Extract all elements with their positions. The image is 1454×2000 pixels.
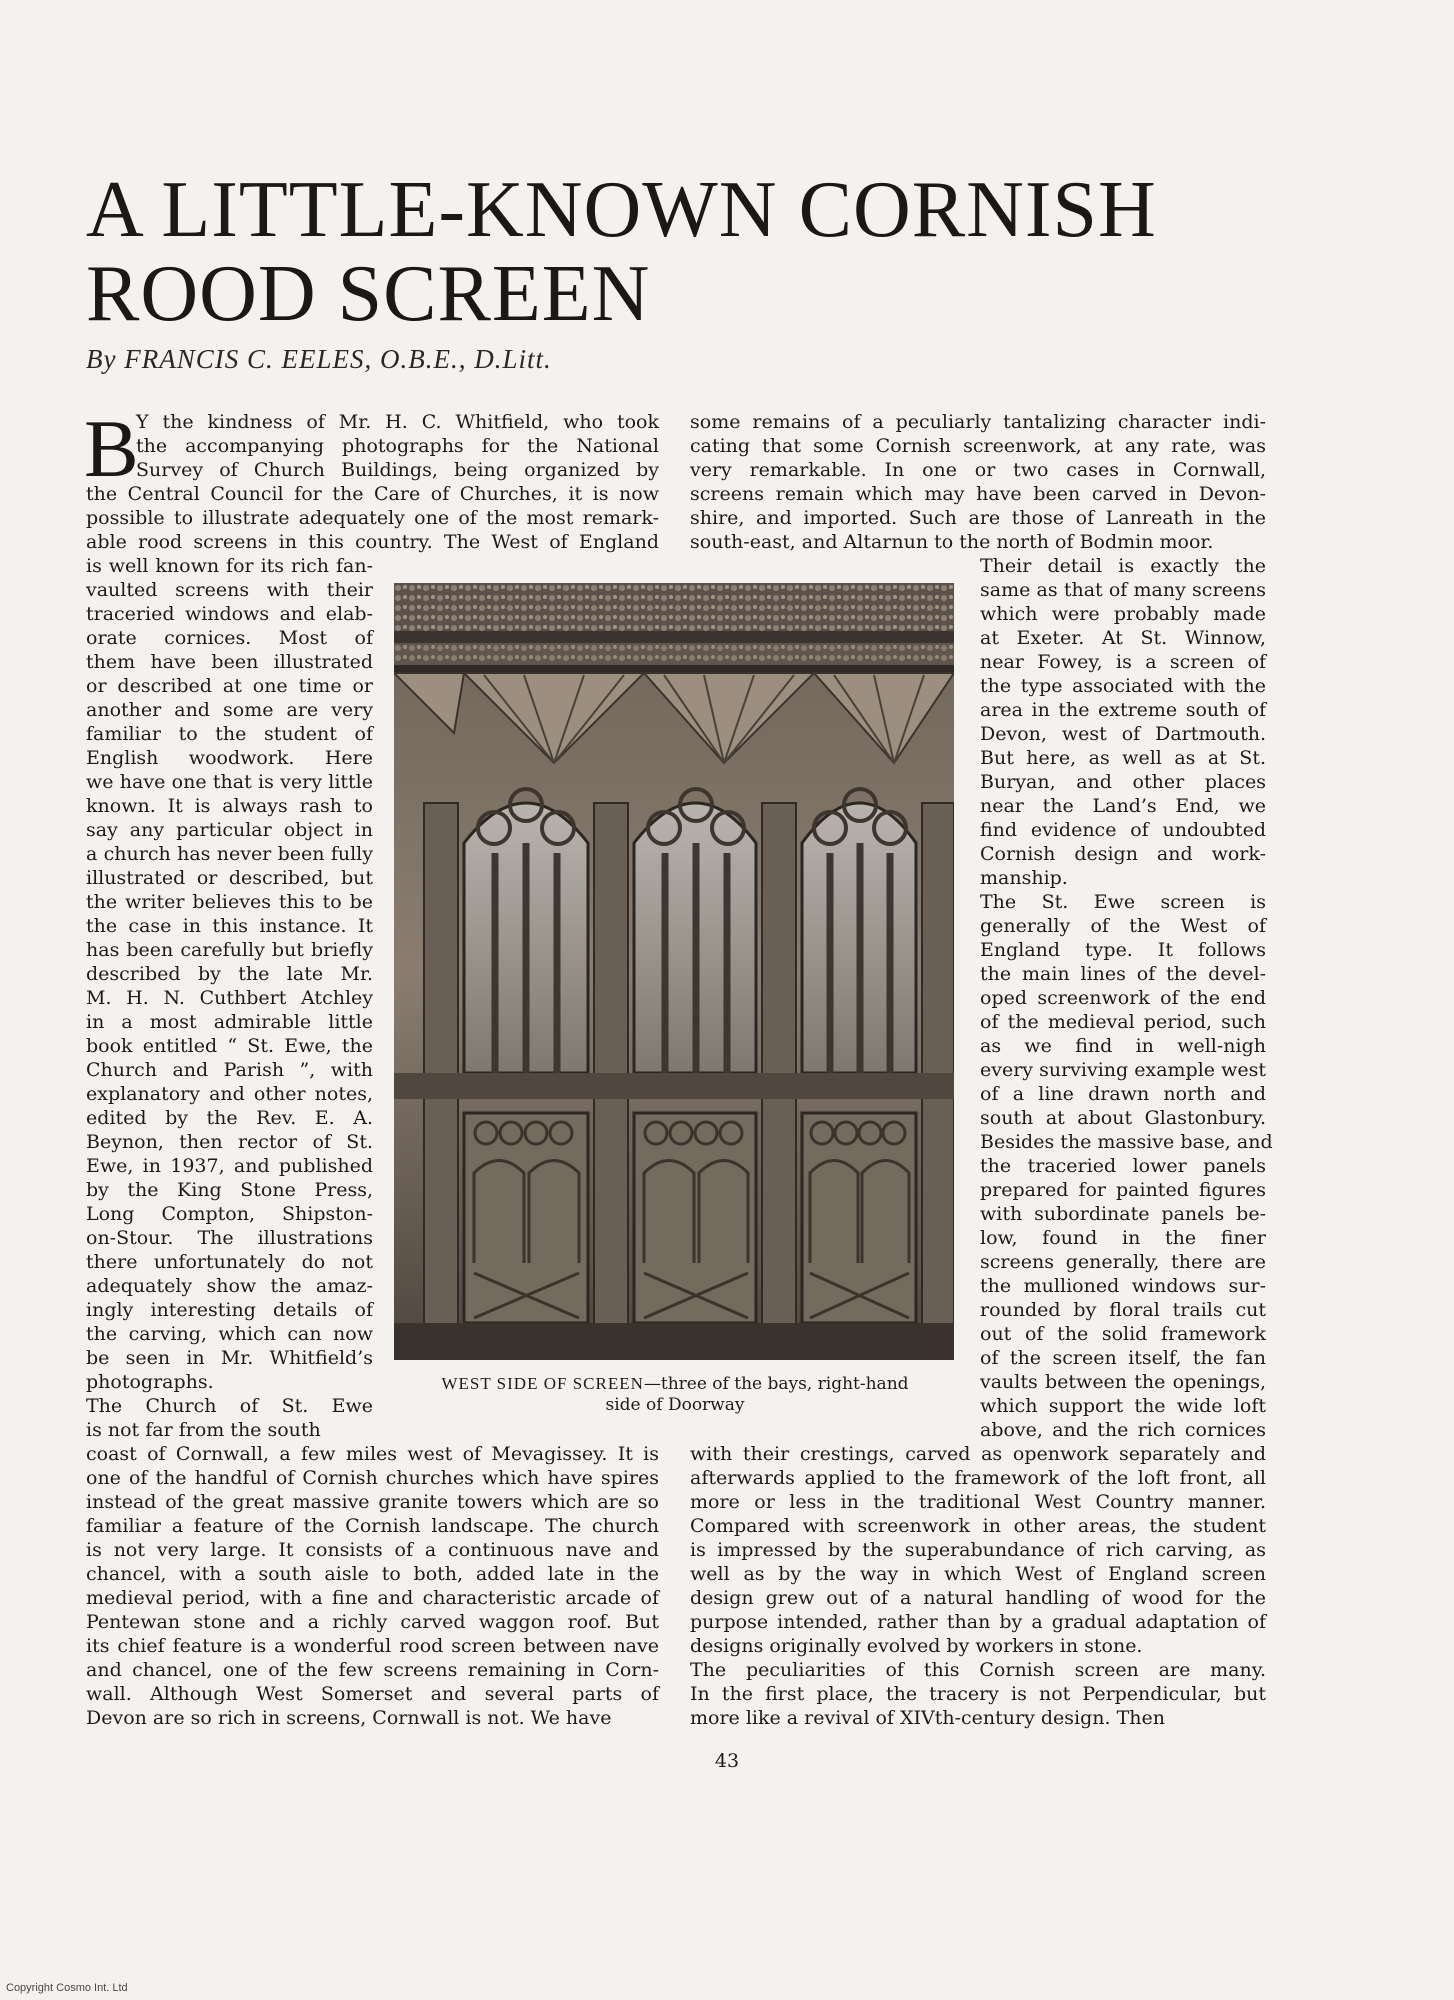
text-line: the mullioned windows sur- bbox=[980, 1275, 1266, 1297]
caption-lead: WEST SIDE OF SCREEN bbox=[441, 1374, 644, 1393]
caption-line-2: side of Doorway bbox=[605, 1395, 745, 1415]
text-line: another and some are very bbox=[86, 699, 373, 721]
text-line: medieval period, with a fine and characteristic arcade of bbox=[86, 1587, 659, 1609]
text-line: near the Land’s End, we bbox=[980, 795, 1266, 817]
text-line: designs originally evolved by workers in stone. bbox=[690, 1635, 1143, 1657]
text-line: The St. Ewe screen is bbox=[980, 891, 1266, 913]
text-line: the carving, which can now bbox=[86, 1323, 373, 1345]
intro-paragraph-full bbox=[86, 482, 659, 554]
byline: By FRANCIS C. EELES, O.B.E., D.Litt. bbox=[86, 344, 552, 374]
text-line: say any particular object in bbox=[86, 819, 373, 841]
text-line: ingly interesting details of bbox=[86, 1299, 373, 1321]
text-line: by the King Stone Press, bbox=[86, 1179, 373, 1201]
text-line: Besides the massive base, and bbox=[980, 1131, 1273, 1153]
text-line: Ewe, in 1937, and published bbox=[86, 1155, 373, 1177]
text-line: possible to illustrate adequately one of the most remark- bbox=[86, 507, 659, 529]
text-line: Y the kindness of Mr. H. C. Whitfield, who took bbox=[136, 411, 659, 433]
text-line: same as that of many screens bbox=[980, 579, 1266, 601]
text-line: But here, as well as at St. bbox=[980, 747, 1266, 769]
photo-caption bbox=[392, 1373, 958, 1416]
text-line: English woodwork. Here bbox=[86, 747, 373, 769]
text-line: find evidence of undoubted bbox=[980, 819, 1266, 841]
text-line: illustrated or described, but bbox=[86, 867, 373, 889]
text-line: with their crestings, carved as openwork separately and bbox=[690, 1443, 1266, 1465]
text-line: every surviving example west bbox=[980, 1059, 1266, 1081]
text-line: which were probably made bbox=[980, 603, 1266, 625]
text-line: Buryan, and other places bbox=[980, 771, 1266, 793]
text-line: and chancel, one of the few screens remaining in Corn- bbox=[86, 1659, 659, 1681]
intro-paragraph bbox=[136, 410, 659, 482]
text-line: orate cornices. Most of bbox=[86, 627, 373, 649]
left-column-narrow bbox=[86, 554, 373, 1442]
text-line: rounded by floral trails cut bbox=[980, 1299, 1266, 1321]
text-line: is impressed by the superabundance of rich carving, as bbox=[690, 1539, 1266, 1561]
page-number: 43 bbox=[714, 1750, 740, 1772]
text-line: very remarkable. In one or two cases in Cornwall, bbox=[690, 459, 1266, 481]
text-line: on-Stour. The illustrations bbox=[86, 1227, 373, 1249]
text-line: Beynon, then rector of St. bbox=[86, 1131, 373, 1153]
text-line: in a most admirable little bbox=[86, 1011, 373, 1033]
text-line: Devon are so rich in screens, Cornwall is not. We have bbox=[86, 1707, 612, 1729]
text-line: M. H. N. Cuthbert Atchley bbox=[86, 987, 373, 1009]
text-line: book entitled “ St. Ewe, the bbox=[86, 1035, 373, 1057]
drop-cap: B bbox=[84, 403, 139, 494]
text-line: low, found in the finer bbox=[980, 1227, 1266, 1249]
text-line: its chief feature is a wonderful rood screen between nave bbox=[86, 1635, 659, 1657]
text-line: known. It is always rash to bbox=[86, 795, 373, 817]
text-line: described by the late Mr. bbox=[86, 963, 373, 985]
text-line: above, and the rich cornices bbox=[980, 1419, 1266, 1441]
text-line: as we find in well-nigh bbox=[980, 1035, 1266, 1057]
text-line: we have one that is very little bbox=[86, 771, 373, 793]
text-line: shire, and imported. Such are those of Lanreath in the bbox=[690, 507, 1266, 529]
text-line: Church and Parish ”, with bbox=[86, 1059, 373, 1081]
text-line: well as by the way in which West of England screen bbox=[690, 1563, 1266, 1585]
text-line: afterwards applied to the framework of the loft front, all bbox=[690, 1467, 1266, 1489]
text-line: vaults between the openings, bbox=[980, 1371, 1266, 1393]
text-line: Their detail is exactly the bbox=[980, 555, 1266, 577]
text-line: oped screenwork of the end bbox=[980, 987, 1266, 1009]
text-line: some remains of a peculiarly tantalizing character indi- bbox=[690, 411, 1266, 433]
text-line: the traceried lower panels bbox=[980, 1155, 1266, 1177]
text-line: the type associated with the bbox=[980, 675, 1266, 697]
text-line: coast of Cornwall, a few miles west of Mevagissey. It is bbox=[86, 1443, 659, 1465]
text-line: edited by the Rev. E. A. bbox=[86, 1107, 373, 1129]
text-line: be seen in Mr. Whitfield’s bbox=[86, 1347, 373, 1369]
text-line: which support the wide loft bbox=[980, 1395, 1266, 1417]
text-line: photographs. bbox=[86, 1371, 214, 1393]
left-column-full bbox=[86, 1442, 659, 1730]
text-line: generally of the West of bbox=[980, 915, 1266, 937]
text-line: out of the solid framework bbox=[980, 1323, 1266, 1345]
text-line: screens generally, there are bbox=[980, 1251, 1266, 1273]
text-line: is not far from the south bbox=[86, 1419, 321, 1441]
text-line: of the medieval period, such bbox=[980, 1011, 1266, 1033]
text-line: the Central Council for the Care of Churches, it is now bbox=[86, 483, 659, 505]
text-line: the case in this instance. It bbox=[86, 915, 373, 937]
text-line: with subordinate panels be- bbox=[980, 1203, 1266, 1225]
text-line: wall. Although West Somerset and several parts of bbox=[86, 1683, 659, 1705]
text-line: has been carefully but briefly bbox=[86, 939, 373, 961]
text-line: chancel, with a south aisle to both, added late in the bbox=[86, 1563, 659, 1585]
text-line: Compared with screenwork in other areas, the student bbox=[690, 1515, 1266, 1537]
text-line: or described at one time or bbox=[86, 675, 373, 697]
text-line: the writer believes this to be bbox=[86, 891, 373, 913]
text-line: Devon, west of Dartmouth. bbox=[980, 723, 1266, 745]
text-line: screens remain which may have been carved in Devon- bbox=[690, 483, 1266, 505]
text-line: area in the extreme south of bbox=[980, 699, 1266, 721]
text-line: explanatory and other notes, bbox=[86, 1083, 373, 1105]
title-line-1: A LITTLE-KNOWN CORNISH bbox=[86, 166, 1157, 254]
text-line: cating that some Cornish screenwork, at any rate, was bbox=[690, 435, 1266, 457]
text-line: Long Compton, Shipston- bbox=[86, 1203, 373, 1225]
text-line: there unfortunately do not bbox=[86, 1251, 373, 1273]
caption-rest: —three of the bays, right-hand bbox=[643, 1374, 909, 1394]
rood-screen-photo bbox=[394, 583, 954, 1360]
text-line: familiar a feature of the Cornish landscape. The church bbox=[86, 1515, 659, 1537]
text-line: The peculiarities of this Cornish screen are many. bbox=[690, 1659, 1266, 1681]
text-line: of the screen itself, the fan bbox=[980, 1347, 1266, 1369]
right-column-narrow bbox=[980, 554, 1273, 1442]
article-title bbox=[86, 168, 1386, 336]
text-line: Cornish design and work- bbox=[980, 843, 1266, 865]
text-line: the main lines of the devel- bbox=[980, 963, 1266, 985]
text-line: Survey of Church Buildings, being organized by bbox=[136, 459, 659, 481]
text-line: them have been illustrated bbox=[86, 651, 373, 673]
text-line: England type. It follows bbox=[980, 939, 1266, 961]
text-line: vaulted screens with their bbox=[86, 579, 373, 601]
text-line: south-east, and Altarnun to the north of Bodmin moor. bbox=[690, 531, 1214, 553]
title-line-2: ROOD SCREEN bbox=[86, 250, 651, 338]
text-line: is well known for its rich fan- bbox=[86, 555, 373, 577]
text-line: more like a revival of XIVth-century design. Then bbox=[690, 1707, 1165, 1729]
text-line: prepared for painted figures bbox=[980, 1179, 1266, 1201]
text-line: of a line drawn north and bbox=[980, 1083, 1266, 1105]
text-line: Pentewan stone and a richly carved waggon roof. But bbox=[86, 1611, 659, 1633]
text-line: manship. bbox=[980, 867, 1068, 889]
text-line: traceried windows and elab- bbox=[86, 603, 373, 625]
text-line: one of the handful of Cornish churches which have spires bbox=[86, 1467, 659, 1489]
right-column-top bbox=[690, 410, 1266, 554]
text-line: near Fowey, is a screen of bbox=[980, 651, 1266, 673]
right-column-bottom bbox=[690, 1442, 1266, 1730]
text-line: In the first place, the tracery is not Perpendicular, but bbox=[690, 1683, 1266, 1705]
text-line: familiar to the student of bbox=[86, 723, 373, 745]
text-line: at Exeter. At St. Winnow, bbox=[980, 627, 1266, 649]
text-line: more or less in the traditional West Country manner. bbox=[690, 1491, 1266, 1513]
text-line: the accompanying photographs for the National bbox=[136, 435, 659, 457]
text-line: is not very large. It consists of a continuous nave and bbox=[86, 1539, 659, 1561]
text-line: The Church of St. Ewe bbox=[86, 1395, 373, 1417]
text-line: south at about Glastonbury. bbox=[980, 1107, 1266, 1129]
text-line: purpose intended, rather than by a gradual adaptation of bbox=[690, 1611, 1266, 1633]
text-line: adequately show the amaz- bbox=[86, 1275, 373, 1297]
copyright-watermark: Copyright Cosmo Int. Ltd bbox=[6, 1982, 128, 1994]
text-line: design grew out of a natural handling of wood for the bbox=[690, 1587, 1266, 1609]
text-line: a church has never been fully bbox=[86, 843, 373, 865]
text-line: instead of the great massive granite towers which are so bbox=[86, 1491, 659, 1513]
text-line: able rood screens in this country. The West of England bbox=[86, 531, 659, 553]
